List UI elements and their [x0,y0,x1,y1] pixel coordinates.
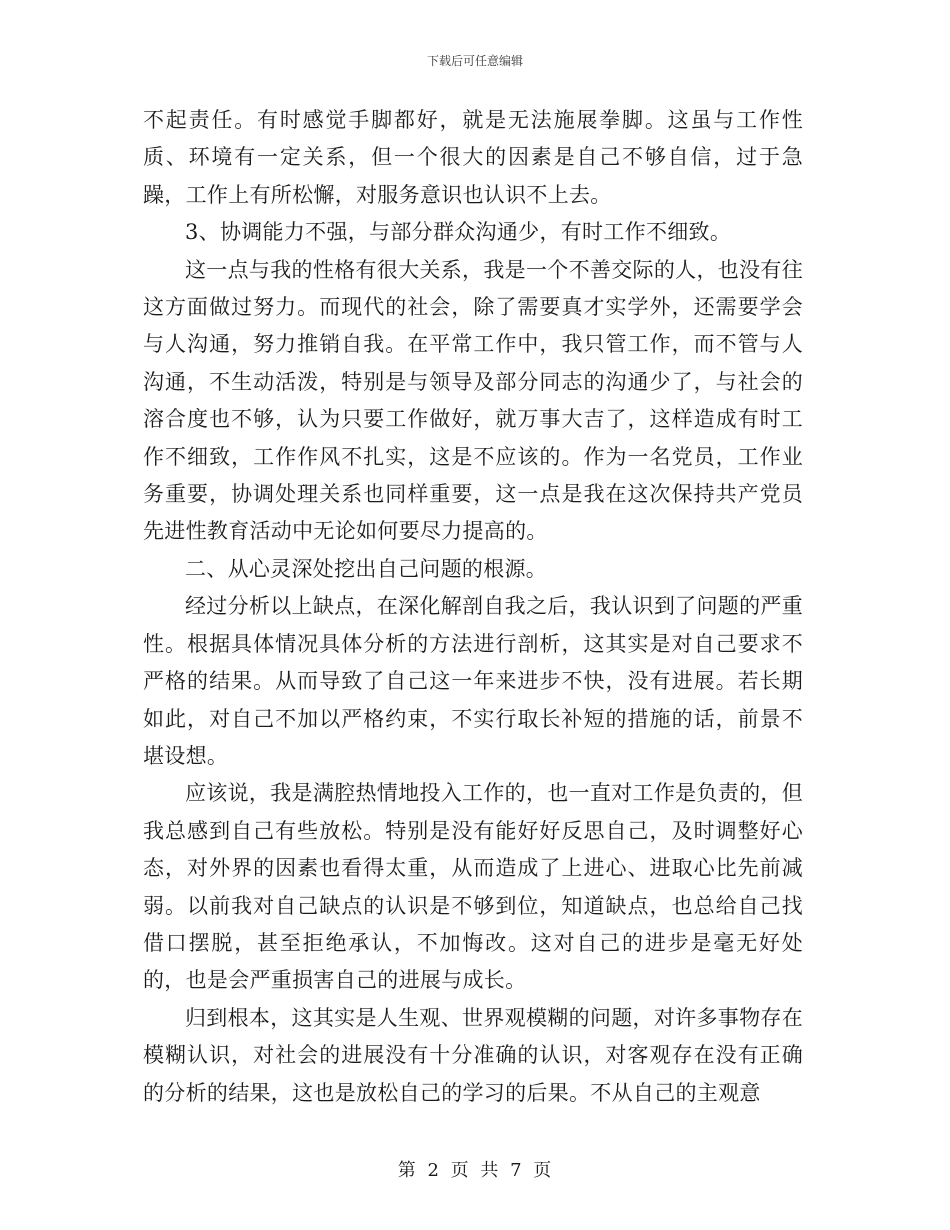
page-number-footer: 第 2 页 共 7 页 [397,1160,553,1181]
paragraph-6: 应该说，我是满腔热情地投入工作的，也一直对工作是负责的，但我总感到自己有些放松。特别是没有能好好反思自己，及时调整好心态，对外界的因素也看得太重，从而造成了上进心、进取心比先前减弱。以前我对自己缺点的认识是不够到位，知道缺点，也总给自己找借口摆脱，甚至拒绝承认，不加悔改。这对自己的进步是毫无好处的，也是会严重损害自己的进展与成长。 [143,781,803,993]
section-heading: 二、从心灵深处挖出自己问题的根源。 [185,556,548,581]
paragraph-2: 3、协调能力不强，与部分群众沟通少，有时工作不细致。 [185,220,732,245]
page-header: 下载后可任意编辑 [426,54,523,68]
paragraph-5: 经过分析以上缺点，在深化解剖自我之后，我认识到了问题的严重性。根据具体情况具体分析的方法进行剖析，这其实是对自己要求不严格的结果。从而导致了自己这一年来进步不快，没有进展。若长期如此，对自己不加以严格约束，不实行取长补短的措施的话，前景不堪设想。 [143,594,803,768]
document-body [143,102,803,1112]
paragraph-1: 不起责任。有时感觉手脚都好，就是无法施展拳脚。这虽与工作性质、环境有一定关系，但一个很大的因素是自己不够自信，过于急躁，工作上有所松懈，对服务意识也认识不上去。 [143,108,803,207]
paragraph-7: 归到根本，这其实是人生观、世界观模糊的问题，对许多事物存在模糊认识，对社会的进展没有十分准确的认识，对客观存在没有正确的分析的结果，这也是放松自己的学习的后果。不从自己的主观意 [143,1005,803,1105]
paragraph-3: 这一点与我的性格有很大关系，我是一个不善交际的人，也没有往这方面做过努力。而现代的社会，除了需要真才实学外，还需要学会与人沟通，努力推销自我。在平常工作中，我只管工作，而不管与人沟通，不生动活泼，特别是与领导及部分同志的沟通少了，与社会的溶合度也不够，认为只要工作做好，就万事大吉了，这样造成有时工作不细致，工作作风不扎实，这是不应该的。作为一名党员，工作业务重要，协调处理关系也同样重要，这一点是我在这次保持共产党员先进性教育活动中无论如何要尽力提高的。 [143,257,803,544]
